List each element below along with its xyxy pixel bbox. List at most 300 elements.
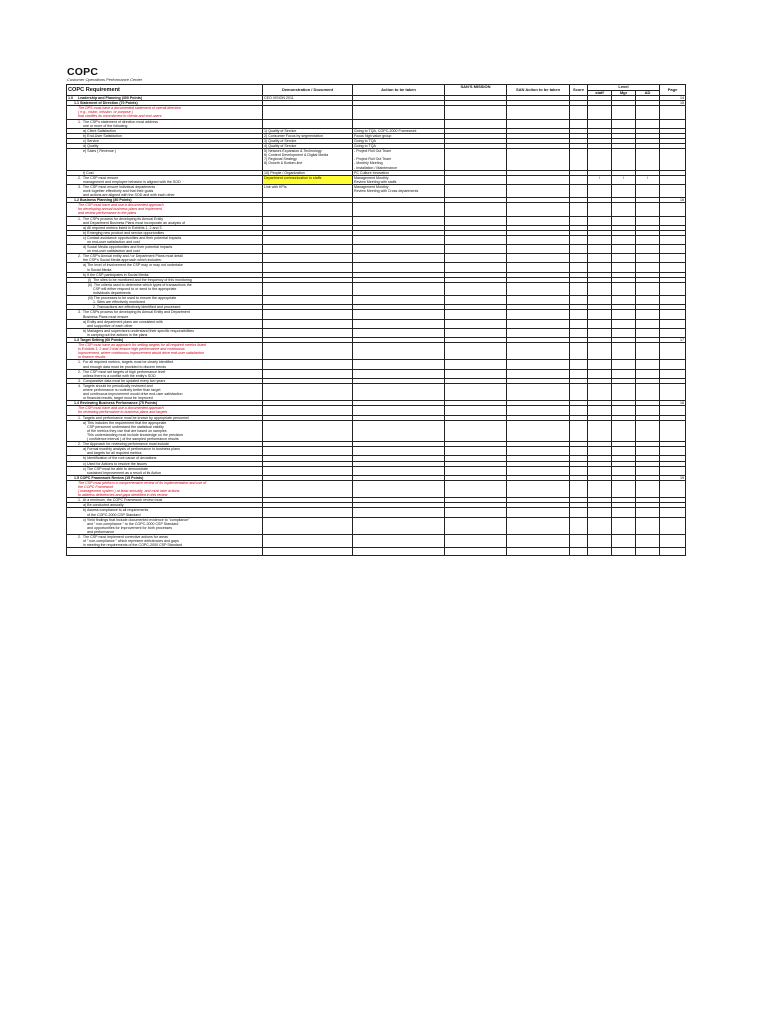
action-cell xyxy=(353,296,445,305)
action-cell xyxy=(353,216,445,225)
level-ad-cell xyxy=(636,106,660,119)
san-action-cell xyxy=(507,119,570,128)
demonstration-cell: 1) Quality of Service xyxy=(263,128,353,133)
sans-mission-cell xyxy=(445,535,507,548)
demonstration-cell: Link with KPIs xyxy=(263,184,353,197)
sans-mission-cell xyxy=(445,263,507,272)
table-row xyxy=(67,328,686,337)
demonstration-cell xyxy=(263,319,353,328)
action-cell xyxy=(353,235,445,244)
demonstration-cell xyxy=(263,420,353,441)
requirement-cell: f) Cost xyxy=(67,170,263,175)
page-number-cell xyxy=(660,447,686,456)
demonstration-cell xyxy=(263,406,353,415)
level-staff-cell xyxy=(588,282,612,295)
level-staff-cell xyxy=(588,263,612,272)
requirement-cell: The CSP must have and use a documented approach for developing annual business plans and implement and review performance to the plans xyxy=(67,203,263,216)
demonstration-cell: CEO VISION 2011 xyxy=(263,96,353,101)
sans-mission-cell xyxy=(445,508,507,517)
page-number-cell xyxy=(660,245,686,254)
level-staff-cell xyxy=(588,369,612,378)
level-mgr-cell xyxy=(612,420,636,441)
sans-mission-cell xyxy=(445,175,507,184)
page-number-cell: 17 xyxy=(660,337,686,342)
demonstration-cell xyxy=(263,310,353,319)
demonstration-cell xyxy=(263,235,353,244)
sans-mission-cell xyxy=(445,360,507,369)
table-row xyxy=(67,216,686,225)
level-staff-cell xyxy=(588,106,612,119)
level-ad-cell xyxy=(636,480,660,497)
score-cell xyxy=(570,245,588,254)
level-staff-cell xyxy=(588,343,612,360)
level-staff-cell xyxy=(588,406,612,415)
requirement-cell: a) Entity and department plans are consistent with and supportive of each other xyxy=(67,319,263,328)
page-number-cell xyxy=(660,149,686,170)
requirement-cell: 2. The Approach for reviewing performance must include xyxy=(67,442,263,447)
table-row xyxy=(67,466,686,475)
action-cell xyxy=(353,119,445,128)
level-mgr-cell xyxy=(612,447,636,456)
score-cell xyxy=(570,310,588,319)
sans-mission-cell xyxy=(445,343,507,360)
action-cell xyxy=(353,310,445,319)
requirement-cell: c) Used for Actions to resolve the issues xyxy=(67,461,263,466)
demonstration-cell xyxy=(263,447,353,456)
col-header-page: Page xyxy=(660,85,686,96)
level-ad-cell xyxy=(636,360,660,369)
empty-cell xyxy=(660,548,686,556)
score-cell xyxy=(570,216,588,225)
table-row xyxy=(67,319,686,328)
sans-mission-cell xyxy=(445,480,507,497)
page-number-cell xyxy=(660,235,686,244)
table-row xyxy=(67,360,686,369)
table-row xyxy=(67,406,686,415)
level-staff-cell xyxy=(588,480,612,497)
requirement-cell: 1. Targets and performance must be known by appropriate personnel xyxy=(67,415,263,420)
sans-mission-cell xyxy=(445,310,507,319)
level-staff-cell xyxy=(588,517,612,534)
demonstration-cell xyxy=(263,517,353,534)
requirement-cell: b) Managers and supervisors understand their specific responsibilities in carrying out the actions in the plans xyxy=(67,328,263,337)
page-number-cell xyxy=(660,216,686,225)
table-row xyxy=(67,149,686,170)
action-cell: - Project Roll Out Team - Project Roll Out Team - Monthly Meeting - Installation / Maintenance xyxy=(353,149,445,170)
score-cell xyxy=(570,508,588,517)
col-header-demonstration: Demonstration / Document xyxy=(263,85,353,96)
col-header-requirement: COPC Requirement xyxy=(67,85,263,96)
page-number-cell xyxy=(660,360,686,369)
col-header-level: Level xyxy=(588,85,660,91)
level-staff-cell xyxy=(588,360,612,369)
page-number-cell: 19 xyxy=(660,475,686,480)
col-header-sans-mission: SAN'S MISSION xyxy=(445,85,507,96)
level-mgr-cell xyxy=(612,406,636,415)
san-action-cell xyxy=(507,149,570,170)
action-cell: PC Culture Innovation xyxy=(353,170,445,175)
level-staff-cell xyxy=(588,184,612,197)
page-number-cell xyxy=(660,406,686,415)
san-action-cell xyxy=(507,466,570,475)
level-mgr-cell xyxy=(612,508,636,517)
sans-mission-cell xyxy=(445,296,507,305)
level-staff-cell xyxy=(588,254,612,263)
level-mgr-cell: / xyxy=(612,175,636,184)
requirement-cell: a) All required metrics listed in Exhibits 1, 2 and 3 xyxy=(67,225,263,230)
demonstration-cell xyxy=(263,466,353,475)
requirement-cell: 3. The CSPs process for developing its Annual Entity and Department Business Plans must ensure xyxy=(67,310,263,319)
table-row xyxy=(67,282,686,295)
action-cell xyxy=(353,282,445,295)
san-action-cell xyxy=(507,447,570,456)
requirement-cell: c) Service xyxy=(67,138,263,143)
table-row xyxy=(67,480,686,497)
requirement-cell: b) Identification of the root cause of deviations xyxy=(67,456,263,461)
table-row xyxy=(67,235,686,244)
requirement-cell: The CSP must have and use a documented approach for reviewing performance to business plans and targets xyxy=(67,406,263,415)
level-staff-cell xyxy=(588,296,612,305)
demonstration-cell xyxy=(263,254,353,263)
page-number-cell xyxy=(660,263,686,272)
score-cell xyxy=(570,420,588,441)
level-ad-cell xyxy=(636,369,660,378)
requirement-cell: c) Contact avoidance opportunities and their potential impacts on end-user satisfaction and cost xyxy=(67,235,263,244)
page-number-cell: 16 xyxy=(660,198,686,203)
requirement-cell: 2. The CSP must ensure management and employee behavior is aligned with the SOD xyxy=(67,175,263,184)
level-mgr-cell xyxy=(612,119,636,128)
action-cell xyxy=(353,406,445,415)
page-number-cell xyxy=(660,203,686,216)
page-number-cell xyxy=(660,310,686,319)
empty-cell xyxy=(588,548,612,556)
level-ad-cell xyxy=(636,517,660,534)
level-ad-cell: / xyxy=(636,175,660,184)
sans-mission-cell xyxy=(445,235,507,244)
demonstration-cell: 10) People / Organization xyxy=(263,170,353,175)
requirement-cell: 3. The CSP must ensure individual departments work together effectively and that their goals and actions are aligned with the SOD and with each other xyxy=(67,184,263,197)
action-cell xyxy=(353,319,445,328)
sans-mission-cell xyxy=(445,203,507,216)
requirement-cell: (ii) The criteria used to determine which types of transactions the CSP will either respond to or send to the appropriate individuals departments xyxy=(67,282,263,295)
score-cell xyxy=(570,383,588,400)
page-number-cell xyxy=(660,343,686,360)
level-ad-cell xyxy=(636,447,660,456)
level-ad-cell xyxy=(636,310,660,319)
level-mgr-cell xyxy=(612,328,636,337)
level-mgr-cell xyxy=(612,310,636,319)
page-number-cell xyxy=(660,296,686,305)
demonstration-cell xyxy=(263,282,353,295)
requirement-cell: a) This includes the requirement that the appropriate CSP personnel understand the statistical validity of the metrics they use that are based on samples This understanding must include knowledge on the precision ( confidence interval ) of the sampled performance results xyxy=(67,420,263,441)
san-action-cell xyxy=(507,310,570,319)
table-footer-space xyxy=(67,548,686,556)
page-number-cell xyxy=(660,282,686,295)
page-number-cell xyxy=(660,319,686,328)
demonstration-cell xyxy=(263,369,353,378)
level-ad-cell xyxy=(636,508,660,517)
score-cell xyxy=(570,296,588,305)
san-action-cell xyxy=(507,282,570,295)
san-action-cell xyxy=(507,175,570,184)
level-mgr-cell xyxy=(612,245,636,254)
san-action-cell xyxy=(507,245,570,254)
level-staff-cell xyxy=(588,245,612,254)
demonstration-cell: 5) Network Expansion & Technology 6) Content Development & Digital Media 7) Regional Strategy 8) Growth & Bottom-line xyxy=(263,149,353,170)
action-cell xyxy=(353,254,445,263)
col-header-level-staff: staff xyxy=(588,91,612,96)
requirement-cell: 1. The CSPs process for developing its Annual Entity and Department Business Plans must incorporate an analysis of xyxy=(67,216,263,225)
level-ad-cell xyxy=(636,466,660,475)
requirement-cell: 3. Comparative data must be updated every two years xyxy=(67,378,263,383)
san-action-cell xyxy=(507,420,570,441)
level-staff-cell xyxy=(588,466,612,475)
page-number-cell xyxy=(660,369,686,378)
empty-cell xyxy=(636,548,660,556)
table-row xyxy=(67,535,686,548)
requirement-cell: 1.5 COPC Framework Review (15 Points) xyxy=(67,475,263,480)
action-cell xyxy=(353,535,445,548)
requirement-cell: a) Be conducted annually xyxy=(67,503,263,508)
level-ad-cell xyxy=(636,119,660,128)
sans-mission-cell xyxy=(445,447,507,456)
demonstration-cell xyxy=(263,328,353,337)
level-mgr-cell xyxy=(612,216,636,225)
score-cell xyxy=(570,106,588,119)
requirement-cell: b) If the CSP participates in Social Media: xyxy=(67,272,263,277)
demonstration-cell: 4) Quality of Service xyxy=(263,144,353,149)
score-cell xyxy=(570,535,588,548)
demonstration-cell xyxy=(263,263,353,272)
level-staff-cell xyxy=(588,216,612,225)
score-cell xyxy=(570,328,588,337)
col-header-level-mgr: Mgr xyxy=(612,91,636,96)
action-cell: Management Monthly Review Meeting with Cross departments xyxy=(353,184,445,197)
table-row xyxy=(67,296,686,305)
demonstration-cell xyxy=(263,343,353,360)
level-ad-cell xyxy=(636,149,660,170)
level-ad-cell xyxy=(636,245,660,254)
demonstration-cell: Department communication to staffs xyxy=(263,175,353,184)
page-number-cell: 15 xyxy=(660,101,686,106)
san-action-cell xyxy=(507,296,570,305)
sans-mission-cell xyxy=(445,328,507,337)
san-action-cell xyxy=(507,480,570,497)
level-mgr-cell xyxy=(612,263,636,272)
sans-mission-cell xyxy=(445,420,507,441)
sans-mission-cell xyxy=(445,517,507,534)
table-row xyxy=(67,119,686,128)
requirement-cell: d) Social Media opportunities and their potential impacts on end-user satisfaction and cost xyxy=(67,245,263,254)
sans-mission-cell xyxy=(445,254,507,263)
copc-requirements-table xyxy=(66,84,686,556)
score-cell xyxy=(570,447,588,456)
requirement-cell: (i) The sites to be monitored and the frequency of this monitoring xyxy=(67,277,263,282)
table-row xyxy=(67,245,686,254)
level-ad-cell xyxy=(636,235,660,244)
san-action-cell xyxy=(507,203,570,216)
san-action-cell xyxy=(507,343,570,360)
table-row xyxy=(67,508,686,517)
level-ad-cell xyxy=(636,216,660,225)
san-action-cell xyxy=(507,517,570,534)
empty-cell xyxy=(67,548,263,556)
action-cell xyxy=(353,106,445,119)
demonstration-cell xyxy=(263,119,353,128)
sans-mission-cell xyxy=(445,245,507,254)
level-ad-cell xyxy=(636,296,660,305)
page-number-cell xyxy=(660,466,686,475)
table-row xyxy=(67,184,686,197)
requirement-cell: The DPS must have a documented statement of overall direction ( e.g., vision, mission, or purpose ) that clarifies its commitment to clients and end-users xyxy=(67,106,263,119)
sans-mission-cell xyxy=(445,149,507,170)
action-cell xyxy=(353,480,445,497)
action-cell xyxy=(353,508,445,517)
demonstration-cell xyxy=(263,203,353,216)
page-number-cell xyxy=(660,517,686,534)
level-ad-cell xyxy=(636,343,660,360)
requirement-cell: e) Sales ( Revenue ) xyxy=(67,149,263,170)
level-mgr-cell xyxy=(612,184,636,197)
page-number-cell: 14 xyxy=(660,96,686,101)
level-mgr-cell xyxy=(612,383,636,400)
level-staff-cell xyxy=(588,508,612,517)
demonstration-cell xyxy=(263,296,353,305)
sans-mission-cell xyxy=(445,466,507,475)
action-cell xyxy=(353,203,445,216)
san-action-cell xyxy=(507,383,570,400)
level-mgr-cell xyxy=(612,282,636,295)
requirement-cell: c) The CSP must be able to demonstrate sustained improvement as a result of its Action xyxy=(67,466,263,475)
requirement-cell: 1.0 Leadership and Planning (300 Points) xyxy=(67,96,263,101)
score-cell xyxy=(570,517,588,534)
action-cell xyxy=(353,360,445,369)
san-action-cell xyxy=(507,369,570,378)
requirement-cell: 1.1 Statement of Direction (70 Points) xyxy=(67,101,263,106)
sans-mission-cell xyxy=(445,319,507,328)
level-staff-cell xyxy=(588,235,612,244)
action-cell xyxy=(353,517,445,534)
sans-mission-cell xyxy=(445,383,507,400)
demonstration-cell xyxy=(263,245,353,254)
demonstration-cell xyxy=(263,535,353,548)
requirement-cell: b) Emerging new product and service opportunities xyxy=(67,230,263,235)
requirement-cell: 2. The CSP's Annual entity and / or Department Plans must detail the CSP's Social Media approach which includes: xyxy=(67,254,263,263)
level-mgr-cell xyxy=(612,319,636,328)
col-header-score: Score xyxy=(570,85,588,96)
table-row xyxy=(67,369,686,378)
empty-cell xyxy=(612,548,636,556)
level-ad-cell xyxy=(636,184,660,197)
page-number-cell xyxy=(660,420,686,441)
demonstration-cell: 2) Consumer Focus by segmentation xyxy=(263,133,353,138)
level-ad-cell xyxy=(636,319,660,328)
level-ad-cell xyxy=(636,328,660,337)
demonstration-cell xyxy=(263,508,353,517)
requirement-cell: The CSP must have an approach for setting targets for all required metrics listed in Exhibits 1, 2 and 3 that ensure high performance and continuous improvement, where continuous improvement would drive end-user satisfaction or finance results xyxy=(67,343,263,360)
requirement-cell: 2. The CSP must implement corrective actions for areas of " non-compliance " which represent deficiencies and gaps in meeting the requirements of the COPC-2000 CSP Standard xyxy=(67,535,263,548)
level-staff-cell xyxy=(588,420,612,441)
requirement-cell: a) Formal monthly analysis of performance to business plans and targets for all required metrics xyxy=(67,447,263,456)
empty-cell xyxy=(570,548,588,556)
col-header-action: Action to be taken xyxy=(353,85,445,96)
page-number-cell: 18 xyxy=(660,401,686,406)
page-number-cell xyxy=(660,508,686,517)
score-cell xyxy=(570,235,588,244)
empty-cell xyxy=(353,548,445,556)
table-row xyxy=(67,310,686,319)
page-number-cell xyxy=(660,106,686,119)
score-cell xyxy=(570,466,588,475)
level-staff-cell: / xyxy=(588,175,612,184)
level-mgr-cell xyxy=(612,466,636,475)
requirement-cell: (iii) The processes to be used to ensure the appropriate 1. Sites are effectively monitored xyxy=(67,296,263,305)
action-cell xyxy=(353,245,445,254)
action-cell xyxy=(353,447,445,456)
score-cell xyxy=(570,184,588,197)
requirement-cell: 2. The CSP must set targets of high performance level unless there is a conflict with the entity's SOD xyxy=(67,369,263,378)
empty-cell xyxy=(445,548,507,556)
table-row xyxy=(67,447,686,456)
san-action-cell xyxy=(507,406,570,415)
logo-subtitle: Customer Operations Performance Center xyxy=(67,77,143,82)
level-ad-cell xyxy=(636,282,660,295)
san-action-cell xyxy=(507,184,570,197)
empty-cell xyxy=(263,548,353,556)
level-mgr-cell xyxy=(612,254,636,263)
page-number-cell xyxy=(660,383,686,400)
action-cell xyxy=(353,383,445,400)
level-mgr-cell xyxy=(612,296,636,305)
level-ad-cell xyxy=(636,203,660,216)
page-number-cell xyxy=(660,254,686,263)
table-row xyxy=(67,175,686,184)
san-action-cell xyxy=(507,360,570,369)
level-staff-cell xyxy=(588,203,612,216)
table-body xyxy=(67,96,686,556)
level-mgr-cell xyxy=(612,235,636,244)
level-mgr-cell xyxy=(612,369,636,378)
col-header-level-ad: AD xyxy=(636,91,660,96)
level-mgr-cell xyxy=(612,149,636,170)
san-action-cell xyxy=(507,235,570,244)
requirement-cell: 1. At a minimum, the COPC Framework review must xyxy=(67,498,263,503)
page-number-cell xyxy=(660,184,686,197)
empty-cell xyxy=(507,548,570,556)
demonstration-cell xyxy=(263,480,353,497)
score-cell xyxy=(570,263,588,272)
requirement-cell: 1.4 Reviewing Business Performance (75 Points) xyxy=(67,401,263,406)
action-cell xyxy=(353,343,445,360)
demonstration-cell xyxy=(263,106,353,119)
level-ad-cell xyxy=(636,254,660,263)
level-mgr-cell xyxy=(612,517,636,534)
sans-mission-cell xyxy=(445,216,507,225)
action-cell xyxy=(353,420,445,441)
level-ad-cell xyxy=(636,406,660,415)
table-row xyxy=(67,254,686,263)
action-cell xyxy=(353,466,445,475)
san-action-cell xyxy=(507,328,570,337)
level-staff-cell xyxy=(588,149,612,170)
level-mgr-cell xyxy=(612,343,636,360)
action-cell: Going to TQA xyxy=(353,138,445,143)
level-staff-cell xyxy=(588,535,612,548)
action-cell xyxy=(353,263,445,272)
requirement-cell: 1.3 Target Setting (60 Points) xyxy=(67,337,263,342)
action-cell: Focus high value group xyxy=(353,133,445,138)
san-action-cell xyxy=(507,216,570,225)
